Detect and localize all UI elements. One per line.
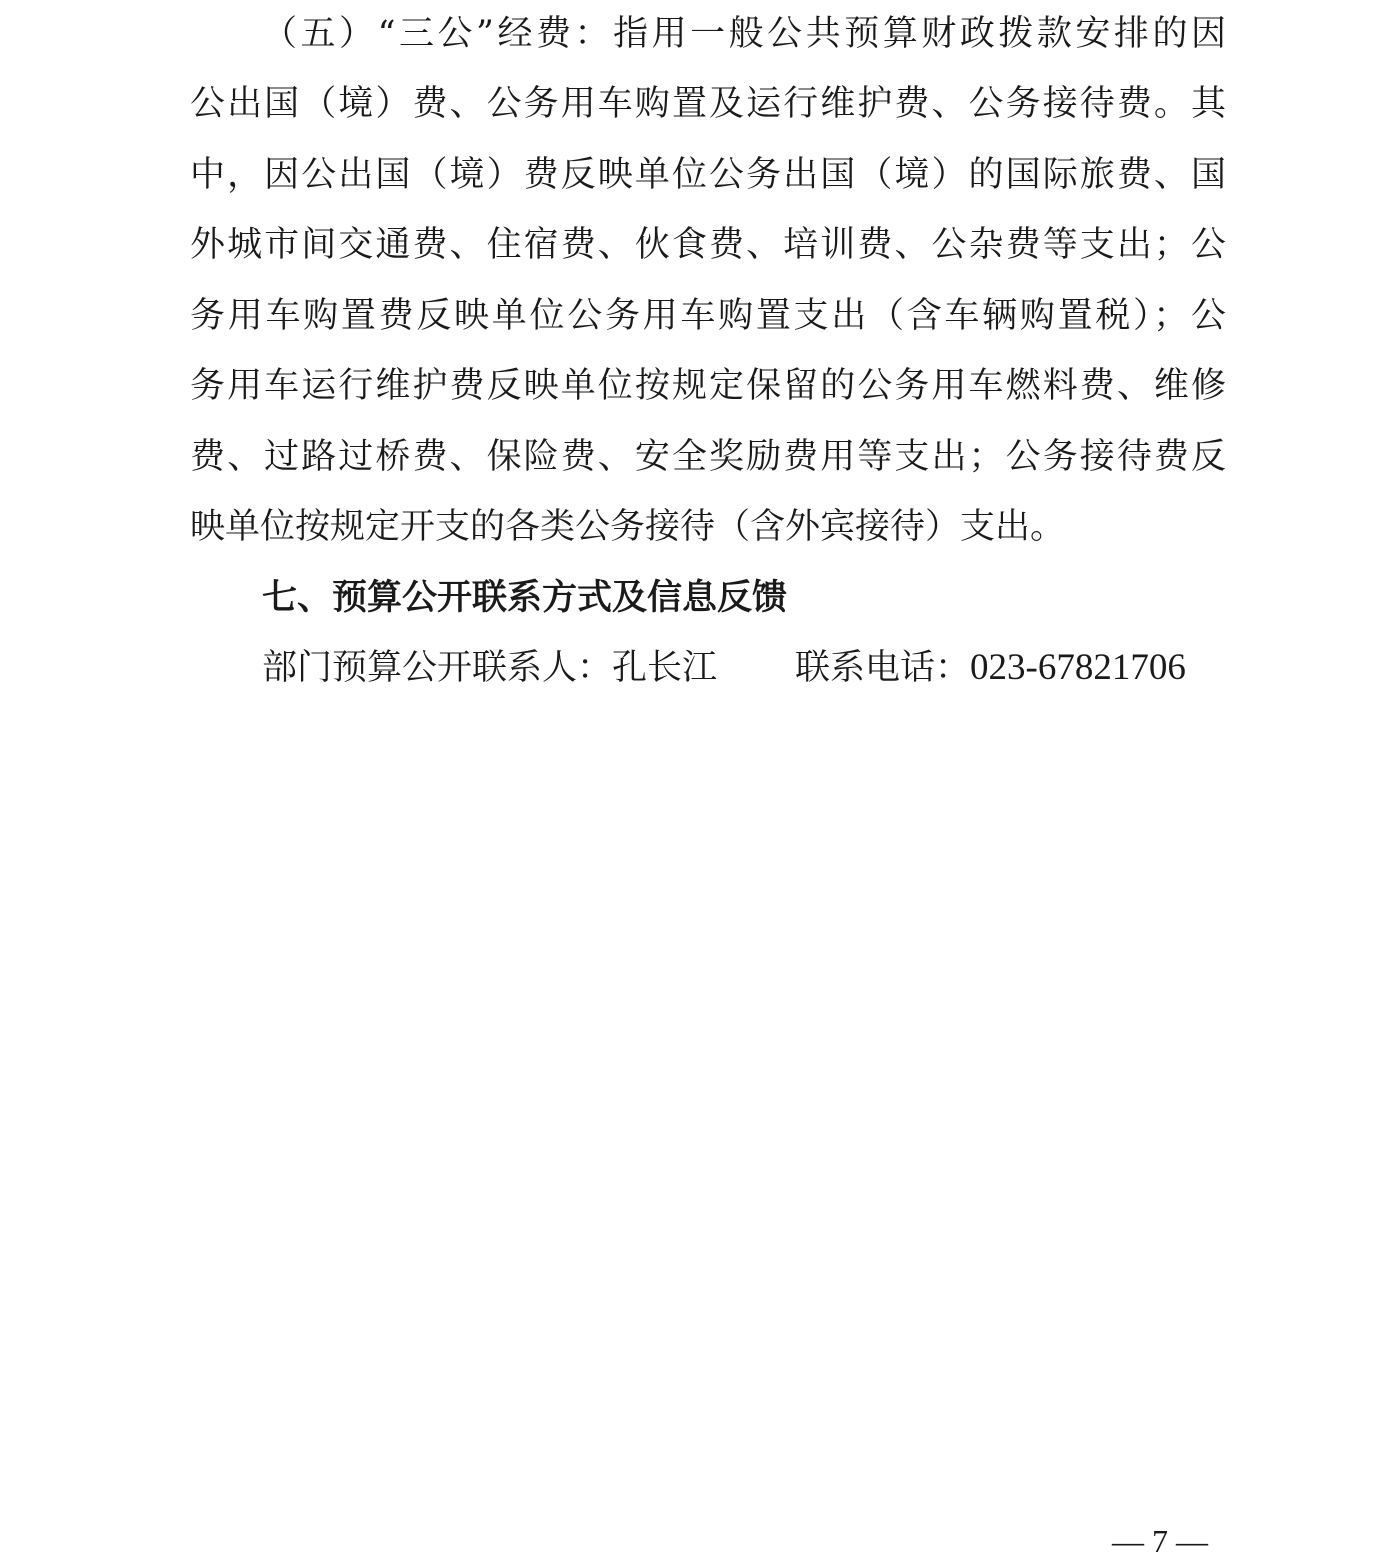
contact-person: 部门预算公开联系人：孔长江 bbox=[262, 648, 718, 688]
contact-line bbox=[262, 648, 1226, 688]
paragraph-line-2: 公出国（境）费、公务用车购置及运行维护费、公务接待费。其 bbox=[190, 84, 1226, 124]
paragraph-line-1: （五）“三公”经费：指用一般公共预算财政拨款安排的因 bbox=[262, 14, 1226, 54]
paragraph-line-6: 务用车运行维护费反映单位按规定保留的公务用车燃料费、维修 bbox=[190, 366, 1226, 406]
section-heading: 七、预算公开联系方式及信息反馈 bbox=[262, 577, 788, 618]
paragraph-line-8: 映单位按规定开支的各类公务接待（含外宾接待）支出。 bbox=[190, 507, 1066, 547]
contact-phone-label: 联系电话： bbox=[795, 648, 971, 688]
page-number: — 7 — bbox=[1112, 1523, 1208, 1559]
paragraph-line-3: 中，因公出国（境）费反映单位公务出国（境）的国际旅费、国 bbox=[190, 155, 1226, 195]
paragraph-line-5: 务用车购置费反映单位公务用车购置支出（含车辆购置税）；公 bbox=[190, 296, 1226, 336]
paragraph-line-4: 外城市间交通费、住宿费、伙食费、培训费、公杂费等支出；公 bbox=[190, 225, 1226, 265]
contact-phone-number: 023-67821706 bbox=[970, 647, 1186, 688]
paragraph-line-7: 费、过路过桥费、保险费、安全奖励费用等支出；公务接待费反 bbox=[190, 437, 1226, 477]
